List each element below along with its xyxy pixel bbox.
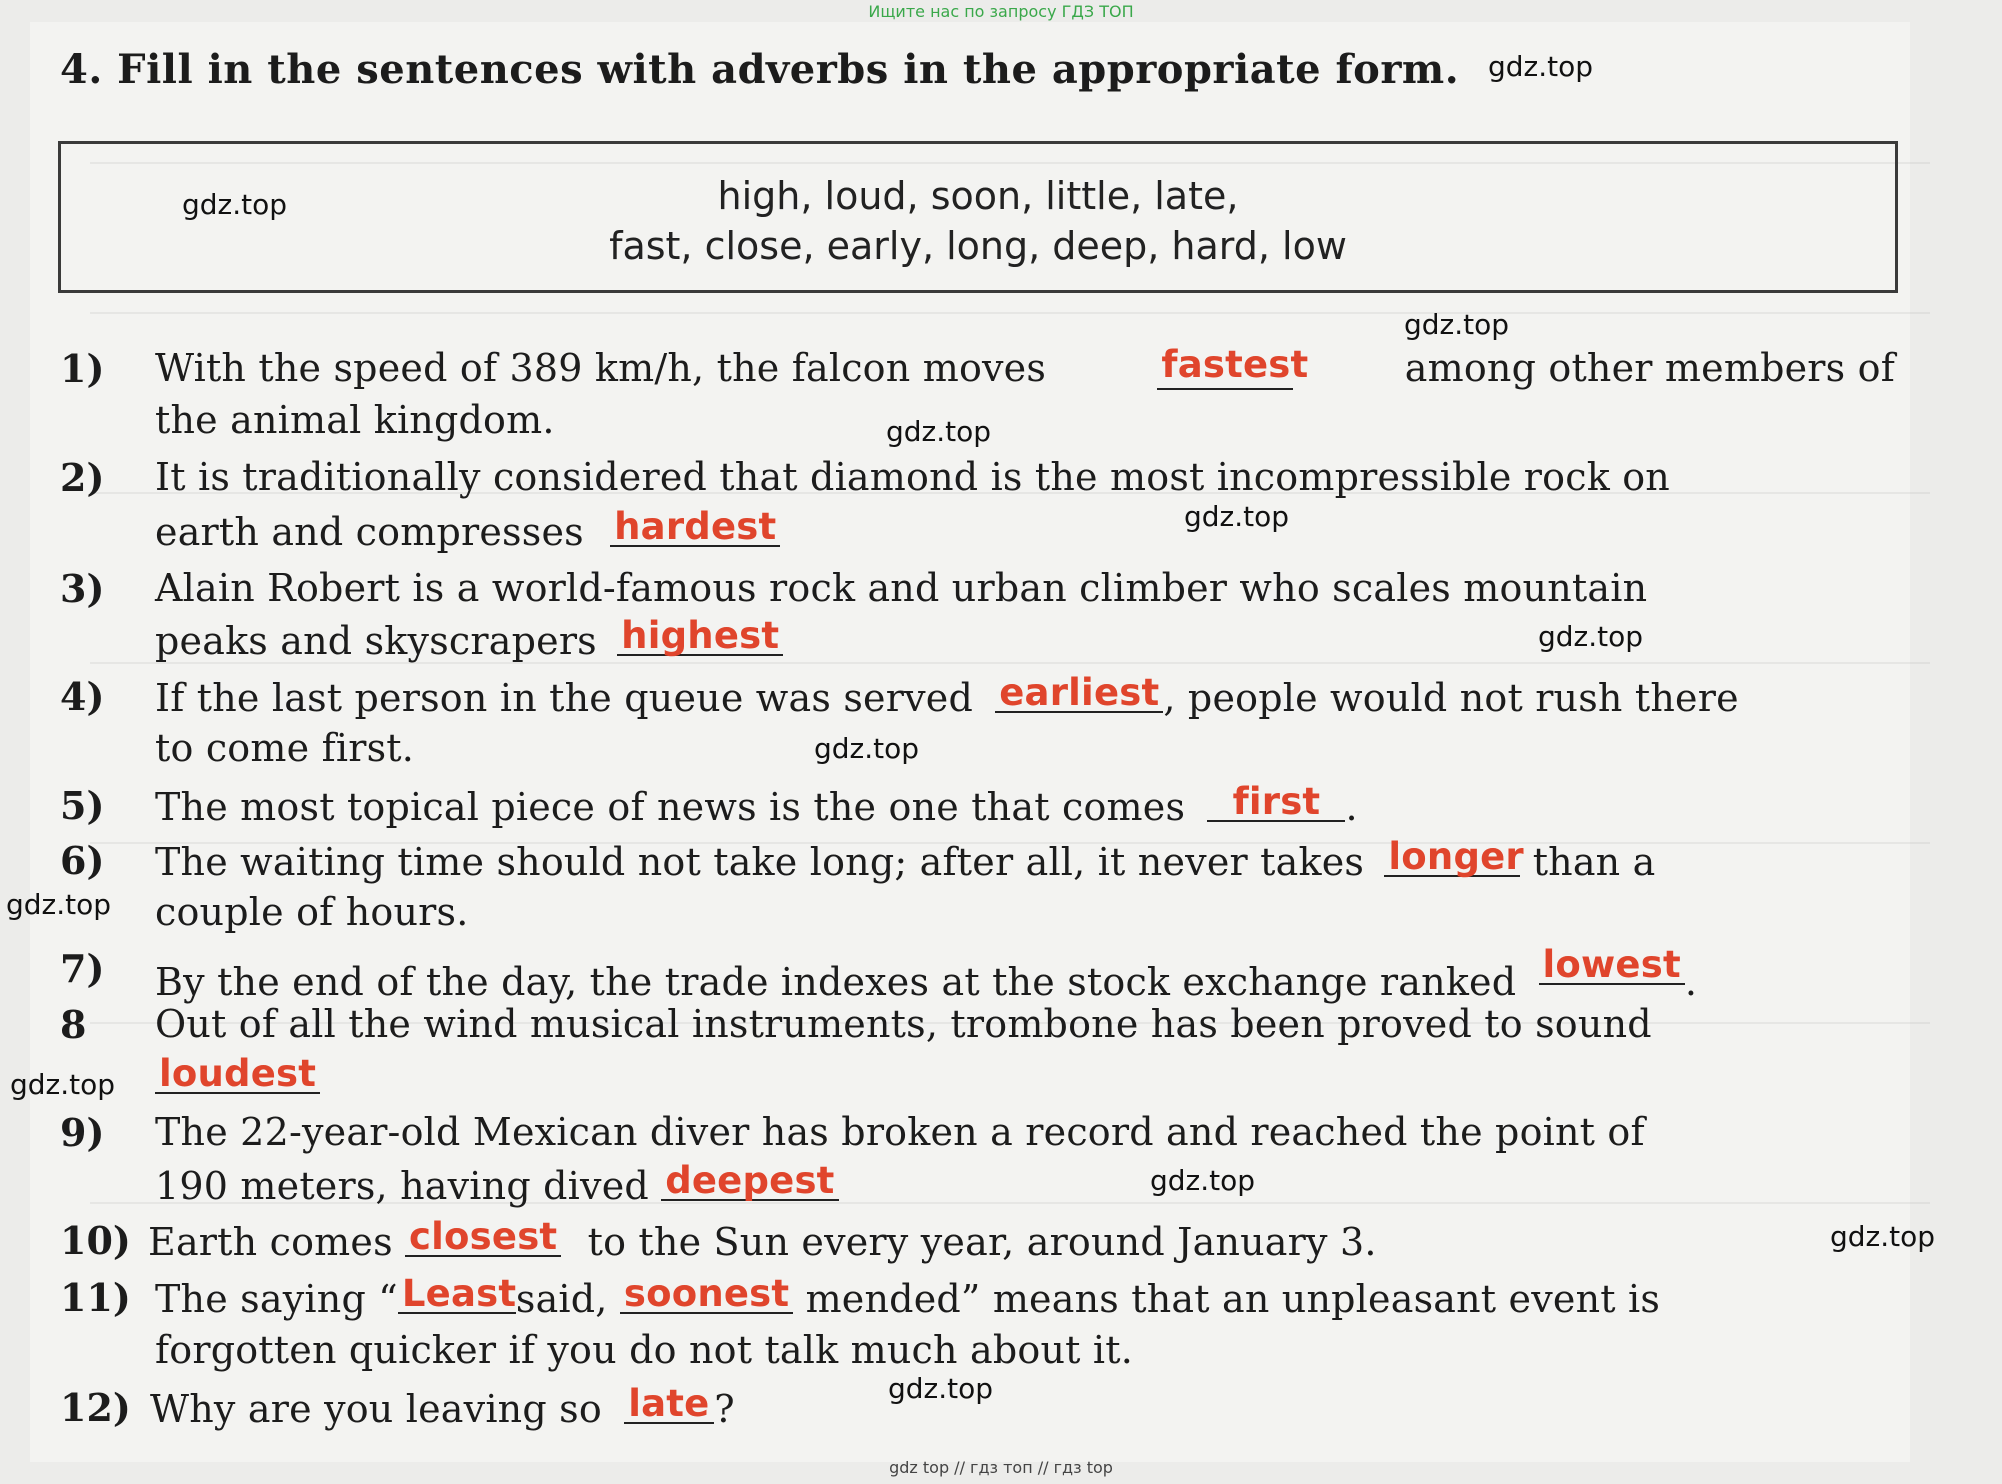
answer-8: loudest <box>155 1055 320 1094</box>
item-number-9: 9) <box>60 1110 105 1155</box>
watermark: gdz.top <box>1538 620 1644 653</box>
watermark: gdz.top <box>10 1068 116 1101</box>
item-number-4: 4) <box>60 674 105 719</box>
item-1-line-2: the animal kingdom. <box>155 398 555 442</box>
item-number-1: 1) <box>60 346 105 391</box>
item-12-text-a: Why are you leaving so <box>150 1387 602 1431</box>
item-number-12: 12) <box>60 1385 131 1430</box>
answer-5: first <box>1207 783 1345 822</box>
answer-6: longer <box>1384 838 1520 877</box>
item-number-6: 6) <box>60 838 105 883</box>
item-11-line-1 <box>155 1272 1895 1321</box>
item-8-line-2 <box>155 1052 1895 1101</box>
item-5-line-1 <box>155 780 1895 829</box>
watermark: gdz.top <box>1150 1164 1256 1197</box>
item-3-text-b: peaks and skyscrapers <box>155 619 597 663</box>
watermark: gdz.top <box>1184 500 1290 533</box>
item-number-3: 3) <box>60 566 105 611</box>
word-bank-box <box>58 141 1898 293</box>
answer-10: closest <box>405 1218 561 1257</box>
item-9-text-b: 190 meters, having dived <box>155 1164 649 1208</box>
answer-11b: soonest <box>620 1275 793 1314</box>
item-12-line-1 <box>150 1382 1890 1431</box>
watermark: gdz.top <box>1404 308 1510 341</box>
item-4-text-a: If the last person in the queue was served <box>155 676 973 720</box>
item-1-text-a: With the speed of 389 km/h, the falcon moves <box>155 346 1047 390</box>
item-11-line-2: forgotten quicker if you do not talk much about it. <box>155 1328 1133 1372</box>
watermark: gdz.top <box>814 732 920 765</box>
watermark: gdz.top <box>6 888 112 921</box>
item-4-text-b: , people would not rush there <box>1163 676 1739 720</box>
item-number-11: 11) <box>60 1275 131 1320</box>
watermark: gdz.top <box>1488 50 1594 83</box>
item-11-text-b: said, <box>515 1277 608 1321</box>
item-7-text-a: By the end of the day, the trade indexes at the stock exchange ranked <box>155 960 1517 1004</box>
item-10-line-1 <box>148 1215 1888 1264</box>
watermark: gdz.top <box>888 1372 994 1405</box>
top-banner: Ищите нас по запросу ГДЗ ТОП <box>868 2 1134 21</box>
answer-9: deepest <box>661 1162 838 1201</box>
item-number-8: 8 <box>60 1002 87 1047</box>
answer-3: highest <box>617 617 783 656</box>
item-4-line-1 <box>155 671 1895 720</box>
watermark: gdz.top <box>886 415 992 448</box>
item-8-line-1: Out of all the wind musical instruments, trombone has been proved to sound <box>155 1002 1652 1046</box>
answer-4: earliest <box>995 674 1163 713</box>
answer-12: late <box>624 1385 714 1424</box>
item-6-text-b: than a <box>1532 840 1656 884</box>
answer-2: hardest <box>610 508 780 547</box>
item-5-text-a: The most topical piece of news is the one that comes <box>155 785 1186 829</box>
item-number-5: 5) <box>60 783 105 828</box>
item-1-line-1 <box>155 343 1895 390</box>
footer-links: gdz top // гдз топ // гдз top <box>889 1458 1113 1477</box>
item-number-10: 10) <box>60 1218 131 1263</box>
watermark: gdz.top <box>1830 1220 1936 1253</box>
item-number-7: 7) <box>60 946 105 991</box>
item-10-text-b: to the Sun every year, around January 3. <box>587 1220 1377 1264</box>
item-2-line-1: It is traditionally considered that diamond is the most incompressible rock on <box>155 455 1670 499</box>
item-7-text-b: . <box>1684 960 1698 1004</box>
item-9-line-2 <box>155 1159 1895 1208</box>
watermark: gdz.top <box>182 188 288 221</box>
item-3-line-1: Alain Robert is a world-famous rock and urban climber who scales mountain <box>155 566 1648 610</box>
word-bank-line-1: high, loud, soon, little, late, <box>717 174 1239 218</box>
item-4-line-2: to come first. <box>155 726 415 770</box>
item-6-line-2: couple of hours. <box>155 890 469 934</box>
item-6-line-1 <box>155 835 1895 884</box>
answer-1: fastest <box>1157 346 1293 390</box>
item-2-text-b: earth and compresses <box>155 510 584 554</box>
answer-11a: Least <box>398 1275 516 1314</box>
answer-7: lowest <box>1539 946 1685 985</box>
item-7-line-1 <box>155 943 1895 1004</box>
item-11-text-c: mended” means that an unpleasant event is <box>805 1277 1661 1321</box>
item-2-line-2 <box>155 505 1895 554</box>
item-number-2: 2) <box>60 455 105 500</box>
exercise-title: 4. Fill in the sentences with adverbs in the appropriate form. <box>60 46 1460 93</box>
item-10-text-a: Earth comes <box>148 1220 393 1264</box>
item-12-text-b: ? <box>714 1387 735 1431</box>
item-5-text-b: . <box>1345 785 1358 829</box>
item-11-text-a: The saying “ <box>155 1277 398 1321</box>
item-9-line-1: The 22-year-old Mexican diver has broken a record and reached the point of <box>155 1110 1645 1154</box>
item-6-text-a: The waiting time should not take long; after all, it never takes <box>155 840 1365 884</box>
word-bank-line-2: fast, close, early, long, deep, hard, low <box>609 224 1347 268</box>
item-1-text-b: among other members of <box>1404 346 1895 390</box>
